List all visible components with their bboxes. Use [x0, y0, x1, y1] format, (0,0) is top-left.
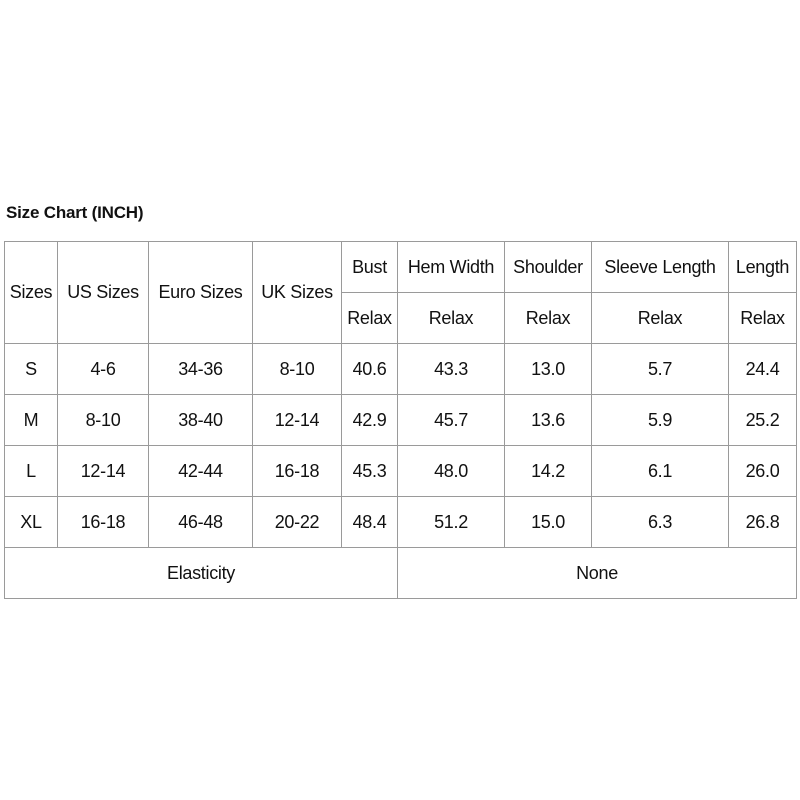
header-sizes: Sizes: [5, 242, 58, 344]
cell-size: L: [5, 446, 58, 497]
cell-length: 24.4: [729, 344, 797, 395]
cell-sleeve-length: 5.9: [592, 395, 729, 446]
cell-length: 26.8: [729, 497, 797, 548]
header-shoulder: Shoulder: [505, 242, 592, 293]
cell-uk-size: 20-22: [253, 497, 342, 548]
cell-hem-width: 43.3: [398, 344, 505, 395]
cell-euro-size: 34-36: [149, 344, 253, 395]
cell-sleeve-length: 6.1: [592, 446, 729, 497]
header-length: Length: [729, 242, 797, 293]
cell-us-size: 12-14: [58, 446, 149, 497]
cell-uk-size: 16-18: [253, 446, 342, 497]
cell-length: 26.0: [729, 446, 797, 497]
cell-euro-size: 42-44: [149, 446, 253, 497]
header-sleeve-length: Sleeve Length: [592, 242, 729, 293]
cell-size: M: [5, 395, 58, 446]
cell-us-size: 16-18: [58, 497, 149, 548]
cell-bust: 45.3: [342, 446, 398, 497]
cell-bust: 40.6: [342, 344, 398, 395]
table-row: [5, 344, 797, 395]
cell-euro-size: 46-48: [149, 497, 253, 548]
cell-hem-width: 48.0: [398, 446, 505, 497]
header-euro-sizes: Euro Sizes: [149, 242, 253, 344]
footer-row: [5, 548, 797, 599]
header-hem-width: Hem Width: [398, 242, 505, 293]
cell-shoulder: 15.0: [505, 497, 592, 548]
chart-title: Size Chart (INCH): [6, 203, 144, 222]
cell-us-size: 4-6: [58, 344, 149, 395]
table-row: [5, 446, 797, 497]
header-bust: Bust: [342, 242, 398, 293]
cell-hem-width: 45.7: [398, 395, 505, 446]
header-us-sizes: US Sizes: [58, 242, 149, 344]
cell-sleeve-length: 6.3: [592, 497, 729, 548]
header-row: [5, 242, 797, 293]
cell-hem-width: 51.2: [398, 497, 505, 548]
subheader-bust-relax: Relax: [342, 293, 398, 344]
cell-uk-size: 8-10: [253, 344, 342, 395]
cell-shoulder: 13.0: [505, 344, 592, 395]
cell-bust: 48.4: [342, 497, 398, 548]
header-uk-sizes: UK Sizes: [253, 242, 342, 344]
subheader-length-relax: Relax: [729, 293, 797, 344]
cell-bust: 42.9: [342, 395, 398, 446]
cell-shoulder: 13.6: [505, 395, 592, 446]
cell-euro-size: 38-40: [149, 395, 253, 446]
cell-size: XL: [5, 497, 58, 548]
cell-sleeve-length: 5.7: [592, 344, 729, 395]
cell-us-size: 8-10: [58, 395, 149, 446]
table-row: [5, 395, 797, 446]
elasticity-value: None: [398, 548, 797, 599]
size-chart-table: [4, 241, 797, 599]
table-row: [5, 497, 797, 548]
subheader-hem-width-relax: Relax: [398, 293, 505, 344]
subheader-sleeve-length-relax: Relax: [592, 293, 729, 344]
elasticity-label: Elasticity: [5, 548, 398, 599]
cell-shoulder: 14.2: [505, 446, 592, 497]
cell-size: S: [5, 344, 58, 395]
subheader-shoulder-relax: Relax: [505, 293, 592, 344]
cell-length: 25.2: [729, 395, 797, 446]
cell-uk-size: 12-14: [253, 395, 342, 446]
